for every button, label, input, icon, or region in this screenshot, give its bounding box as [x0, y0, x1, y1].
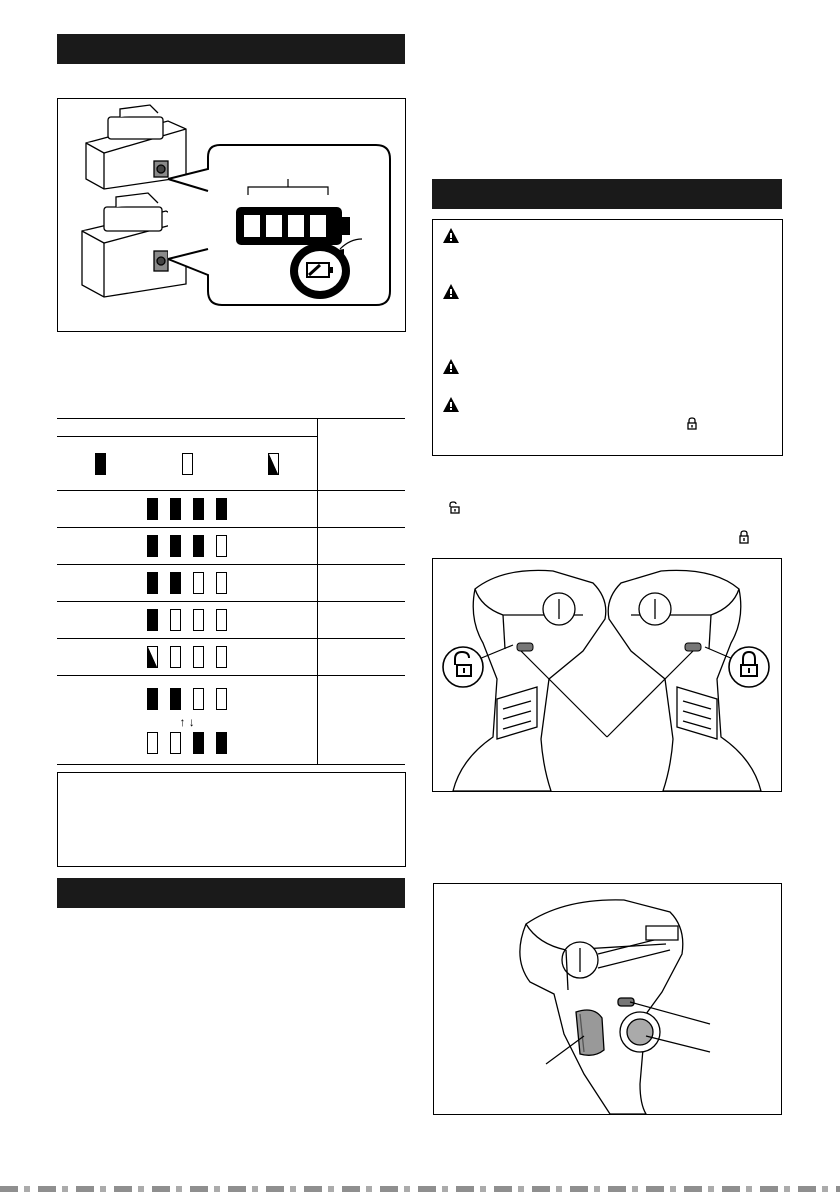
tool-lock-illustration — [433, 559, 781, 791]
lock-icon — [739, 530, 749, 544]
header-indicator-lamps — [57, 419, 318, 437]
capacity-cell — [318, 676, 405, 765]
lamp-pattern — [57, 528, 318, 565]
warning-icon — [443, 284, 459, 299]
charge-indicator-table — [57, 418, 405, 765]
warning-box — [432, 219, 783, 456]
section-header-lock — [432, 179, 782, 209]
footer-strip — [0, 1186, 840, 1192]
capacity-cell — [318, 639, 405, 676]
lamp-pattern-alternating — [57, 676, 318, 765]
table-row — [57, 639, 405, 676]
legend-lit — [57, 437, 144, 491]
switch-lock-figure — [432, 558, 782, 792]
switch-action-figure — [433, 883, 782, 1115]
battery-indicator-figure — [57, 98, 406, 332]
lamp-pattern — [57, 565, 318, 602]
battery-illustration — [58, 99, 405, 331]
table-row — [57, 602, 405, 639]
table-row — [57, 565, 405, 602]
warning-icon — [443, 228, 459, 243]
lamp-pattern — [57, 602, 318, 639]
capacity-cell — [318, 491, 405, 528]
table-row — [57, 528, 405, 565]
warning-icon — [443, 397, 459, 412]
legend-off — [144, 437, 231, 491]
trigger-illustration — [434, 884, 781, 1114]
lamp-pattern — [57, 491, 318, 528]
note-box — [57, 772, 406, 867]
alternating-arrows: ↑ ↓ — [179, 715, 195, 729]
warning-icon — [443, 359, 459, 374]
capacity-cell — [318, 565, 405, 602]
section-header-battery — [57, 34, 405, 64]
capacity-cell — [318, 528, 405, 565]
table-row — [57, 676, 405, 765]
section-header-switch — [57, 878, 405, 908]
unlock-icon — [448, 501, 460, 514]
lamp-pattern — [57, 639, 318, 676]
capacity-cell — [318, 602, 405, 639]
lock-icon — [687, 417, 697, 430]
header-remaining-capacity — [318, 419, 405, 491]
legend-blinking — [231, 437, 318, 491]
table-row — [57, 491, 405, 528]
